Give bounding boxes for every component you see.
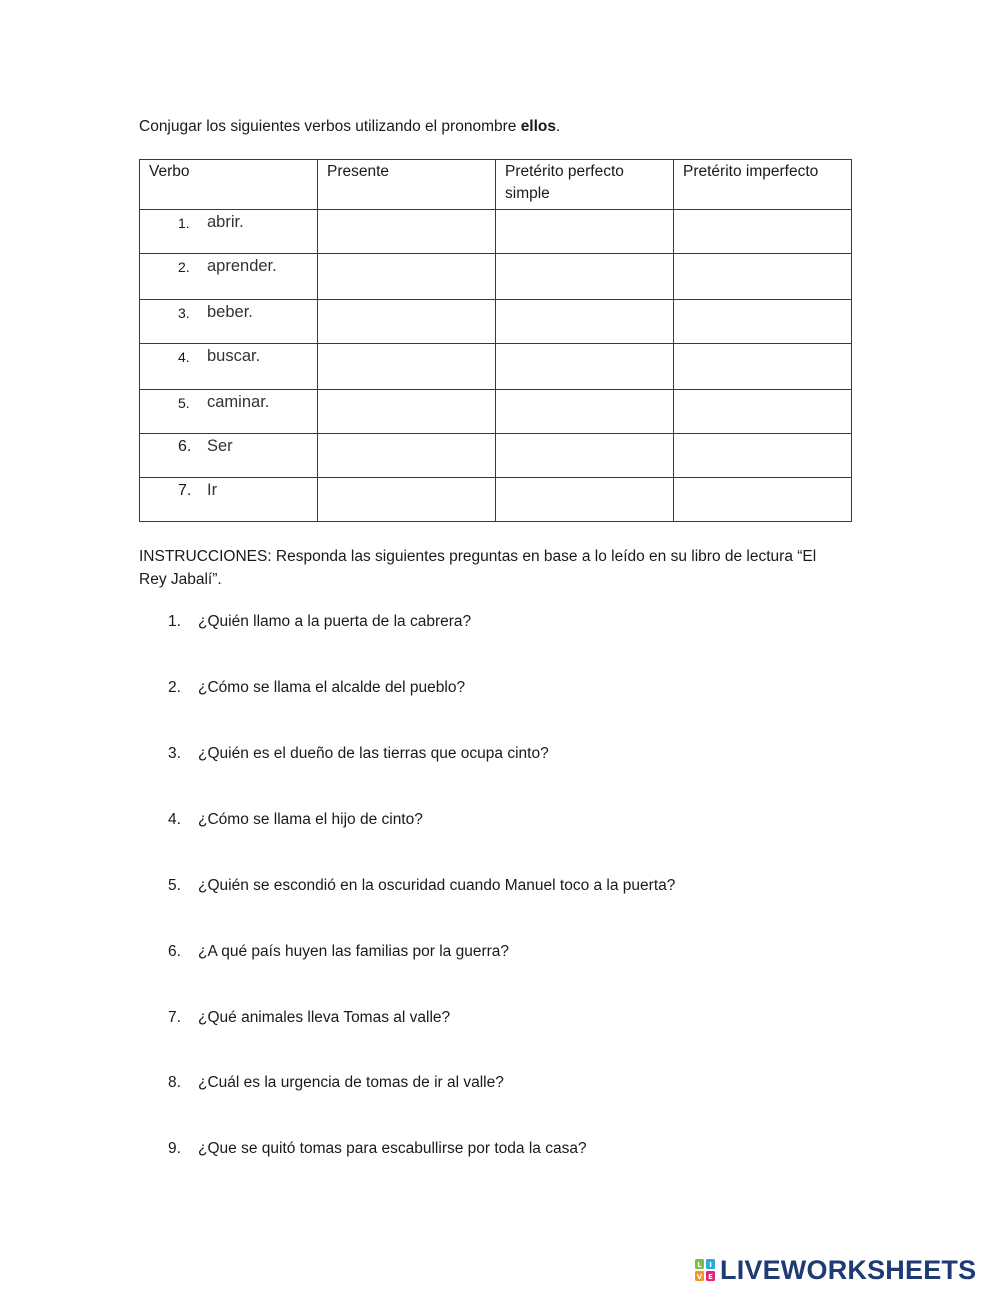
table-row [140,254,852,300]
question-number: 6. [168,943,181,960]
svg-text:L: L [697,1261,702,1269]
header-preterito-perfecto: Pretérito perfecto simple [496,160,674,210]
question-number: 7. [168,1009,181,1026]
question-text: ¿Qué animales lleva Tomas al valle? [198,1009,451,1026]
reading-instructions: INSTRUCCIONES: Responda las siguientes preguntas en base a lo leído en su libro de lectura “El Rey Jabalí”. [139,548,817,588]
verb-cell [140,434,318,478]
verb-cell [140,254,318,300]
verb-cell [140,344,318,390]
verb-number: 7. [178,482,192,499]
table-row [140,344,852,390]
table-row [140,478,852,522]
answer-cell-preterito-perfecto[interactable] [496,300,674,344]
answer-cell-preterito-perfecto[interactable] [496,210,674,254]
verb-number: 4. [178,349,190,365]
question-text: ¿Cómo se llama el alcalde del pueblo? [198,679,466,696]
answer-cell-presente[interactable] [318,390,496,434]
verb-number: 1. [178,215,190,231]
table-row [140,210,852,254]
answer-cell-preterito-imperfecto[interactable] [674,478,852,522]
verb-number: 3. [178,305,190,321]
answer-cell-preterito-perfecto[interactable] [496,434,674,478]
question-text: ¿Cómo se llama el hijo de cinto? [198,811,423,828]
question-number: 2. [168,679,181,696]
verb-label: Ir [207,481,218,499]
verb-conjugation-table [139,159,852,522]
answer-cell-presente[interactable] [318,210,496,254]
header-verbo: Verbo [140,160,318,210]
question-number: 4. [168,811,181,828]
verb-cell [140,390,318,434]
verb-label: beber. [207,303,253,321]
svg-text:E: E [708,1273,713,1281]
answer-cell-preterito-imperfecto[interactable] [674,254,852,300]
answer-cell-presente[interactable] [318,300,496,344]
answer-cell-presente[interactable] [318,434,496,478]
answer-cell-preterito-imperfecto[interactable] [674,300,852,344]
svg-text:I: I [709,1261,712,1269]
verb-number: 6. [178,438,192,455]
intro-instruction [139,117,560,137]
liveworksheets-logo [694,1256,976,1284]
table-row [140,434,852,478]
answer-cell-preterito-perfecto[interactable] [496,254,674,300]
answer-cell-preterito-imperfecto[interactable] [674,344,852,390]
verb-label: Ser [207,437,233,455]
verb-label: buscar. [207,347,261,365]
table-header-row [140,160,852,210]
question-text: ¿A qué país huyen las familias por la guerra? [198,943,510,960]
question-number: 8. [168,1074,181,1091]
question-text: ¿Que se quitó tomas para escabullirse por toda la casa? [198,1140,587,1157]
logo-wordmark: LIVEWORKSHEETS [720,1255,977,1285]
answer-cell-presente[interactable] [318,478,496,522]
verb-cell [140,300,318,344]
header-preterito-imperfecto: Pretérito imperfecto [674,160,852,210]
question-text: ¿Quién se escondió en la oscuridad cuando Manuel toco a la puerta? [198,877,676,894]
verb-label: abrir. [207,213,244,231]
question-text: ¿Quién es el dueño de las tierras que ocupa cinto? [198,745,549,762]
table-row [140,300,852,344]
intro-period: . [556,118,561,135]
question-number: 9. [168,1140,181,1157]
question-number: 1. [168,613,181,630]
verb-cell [140,478,318,522]
verb-label: aprender. [207,257,277,275]
answer-cell-preterito-perfecto[interactable] [496,478,674,522]
answer-cell-presente[interactable] [318,344,496,390]
question-text: ¿Quién llamo a la puerta de la cabrera? [198,613,472,630]
intro-pronoun: ellos [520,118,557,135]
answer-cell-presente[interactable] [318,254,496,300]
liveworksheets-logo-icon [694,1258,716,1282]
answer-cell-preterito-perfecto[interactable] [496,390,674,434]
verb-cell [140,210,318,254]
answer-cell-preterito-imperfecto[interactable] [674,390,852,434]
intro-text: Conjugar los siguientes verbos utilizando el pronombre [139,118,521,135]
answer-cell-preterito-imperfecto[interactable] [674,434,852,478]
question-number: 5. [168,877,181,894]
verb-number: 5. [178,395,190,411]
verb-number: 2. [178,259,190,275]
answer-cell-preterito-perfecto[interactable] [496,344,674,390]
svg-text:V: V [696,1273,703,1281]
question-number: 3. [168,745,181,762]
verb-label: caminar. [207,393,270,411]
header-presente: Presente [318,160,496,210]
table-row [140,390,852,434]
question-text: ¿Cuál es la urgencia de tomas de ir al valle? [198,1074,504,1091]
answer-cell-preterito-imperfecto[interactable] [674,210,852,254]
